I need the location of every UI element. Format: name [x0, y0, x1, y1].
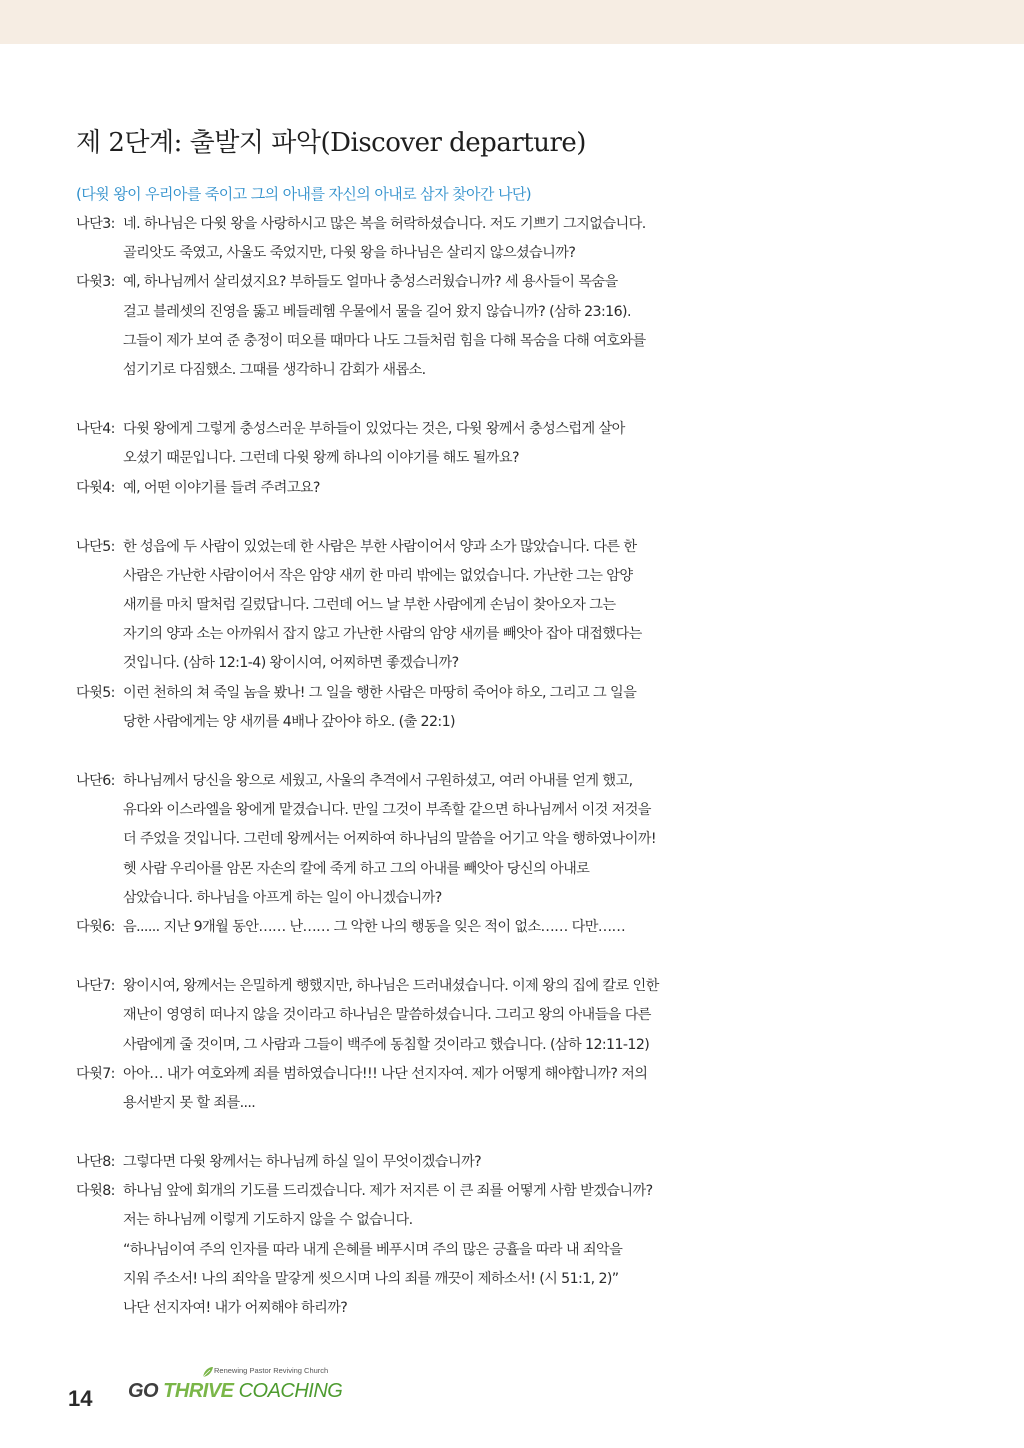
dialogue-line	[76, 474, 796, 503]
line-text: 그렇다면 다윗 왕께서는 하나님께 하실 일이 무엇이겠습니까?	[123, 1154, 482, 1171]
dialogue-line	[76, 649, 796, 678]
dialogue-line	[76, 1265, 796, 1294]
dialogue-line	[76, 1089, 796, 1118]
dialogue-line	[76, 356, 796, 385]
gothrive-coaching-logo	[128, 1366, 358, 1414]
dialogue-line	[76, 591, 796, 620]
line-text: 그들이 제가 보여 준 충정이 떠오를 때마다 나도 그들처럼 힘을 다해 목숨을 다해 여호와를	[123, 332, 646, 349]
dialogue-section	[76, 972, 796, 1118]
dialogue-line	[76, 679, 796, 708]
dialogue-line	[76, 1148, 796, 1177]
page-number: 14	[68, 1386, 93, 1411]
line-text: 삼았습니다. 하나님을 아프게 하는 일이 아니겠습니까?	[123, 889, 442, 906]
line-text: 지워 주소서! 나의 죄악을 말갛게 씻으시며 나의 죄를 깨끗이 제하소서! (시 51:1, 2)”	[123, 1270, 619, 1287]
line-text: 오셨기 때문입니다. 그런데 다윗 왕께 하나의 이야기를 해도 될까요?	[123, 450, 519, 467]
dialogue-line	[76, 796, 796, 825]
line-text: 나단 선지자여! 내가 어찌해야 하리까?	[123, 1300, 348, 1316]
dialogue-line	[76, 533, 796, 562]
line-text: 자기의 양과 소는 아까워서 잡지 않고 가난한 사람의 암양 새끼를 빼앗아 잡아 대접했다는	[123, 626, 642, 643]
dialogue-line	[76, 1001, 796, 1030]
line-text: 재난이 영영히 떠나지 않을 것이라고 하나님은 말씀하셨습니다. 그리고 왕의 아내들을 다른	[123, 1007, 651, 1024]
dialogue-line	[76, 1177, 796, 1206]
dialogue-line	[76, 1031, 796, 1060]
line-text: 하나님께서 당신을 왕으로 세웠고, 사울의 추격에서 구원하셨고, 여러 아내를 얻게 했고,	[123, 773, 633, 789]
line-text: “하나님이여 주의 인자를 따라 내게 은혜를 베푸시며 주의 많은 긍휼을 따라 내 죄악을	[123, 1241, 623, 1258]
dialogue-line	[76, 767, 796, 796]
dialogue-line	[76, 327, 796, 356]
line-text: 골리앗도 죽였고, 사울도 죽었지만, 다윗 왕을 하나님은 살리지 않으셨습니까?	[123, 245, 576, 262]
line-text: 아아… 내가 여호와께 죄를 범하였습니다!!! 나단 선지자여. 제가 어떻게 해야합니까? 저의	[123, 1065, 648, 1082]
speaker-label: 다윗5:	[76, 684, 115, 701]
logo-word-go: GO	[128, 1380, 164, 1402]
speaker-label: 나단7:	[76, 978, 115, 995]
dialogue-line	[76, 972, 796, 1001]
dialogue-line	[76, 1060, 796, 1089]
line-text: 한 성읍에 두 사람이 있었는데 한 사람은 부한 사람이어서 양과 소가 많았습니다. 다른 한	[123, 538, 637, 555]
dialogue-line	[76, 239, 796, 268]
scene-description: (다윗 왕이 우리아를 죽이고 그의 아내를 자신의 아내로 삼자 찾아간 나단)	[76, 185, 531, 203]
dialogue-line	[76, 620, 796, 649]
line-text: 다윗 왕에게 그렇게 충성스러운 부하들이 있었다는 것은, 다윗 왕께서 충성스럽게 살아	[123, 421, 625, 438]
speaker-label: 나단4:	[76, 421, 115, 438]
line-text: 예, 하나님께서 살리셨지요? 부하들도 얼마나 충성스러웠습니까? 세 용사들이 목숨을	[123, 274, 618, 291]
dialogue-line	[76, 210, 796, 239]
dialogue-line	[76, 1206, 796, 1235]
speaker-label: 나단3:	[76, 216, 115, 232]
dialogue-line	[76, 298, 796, 327]
dialogue-section	[76, 533, 796, 737]
dialogue-line	[76, 708, 796, 737]
line-text: 왕이시여, 왕께서는 은밀하게 행했지만, 하나님은 드러내셨습니다. 이제 왕의 집에 칼로 인한	[123, 978, 659, 995]
dialogue-line	[76, 268, 796, 297]
line-text: 저는 하나님께 이렇게 기도하지 않을 수 없습니다.	[123, 1212, 413, 1229]
line-text: 더 주었을 것입니다. 그런데 왕께서는 어찌하여 하나님의 말씀을 어기고 악을 행하였나이까!	[123, 831, 656, 848]
dialogue-line	[76, 1236, 796, 1265]
logo-tagline: Renewing Pastor Reviving Church	[214, 1366, 329, 1375]
line-text: 헷 사람 우리아를 암몬 자손의 칼에 죽게 하고 그의 아내를 빼앗아 당신의 아내로	[123, 860, 590, 877]
line-text: 걸고 블레셋의 진영을 뚫고 베들레헴 우물에서 물을 길어 왔지 않습니까? (삼하 23:16).	[123, 303, 631, 320]
top-decorative-band	[0, 0, 1024, 44]
speaker-label: 다윗7:	[76, 1065, 115, 1082]
dialogue-line	[76, 855, 796, 884]
line-text: 사람은 가난한 사람이어서 작은 암양 새끼 한 마리 밖에는 없었습니다. 가난한 그는 암양	[123, 567, 633, 584]
speaker-label: 다윗8:	[76, 1183, 115, 1200]
line-text: 것입니다. (삼하 12:1-4) 왕이시여, 어찌하면 좋겠습니까?	[123, 655, 459, 672]
dialogue-line	[76, 415, 796, 444]
line-text: 새끼를 마치 딸처럼 길렀답니다. 그런데 어느 날 부한 사람에게 손님이 찾아오자 그는	[123, 597, 616, 614]
speaker-label: 다윗6:	[76, 918, 115, 935]
dialogue-section	[76, 1148, 796, 1323]
logo-word-thrive: THRIVE	[163, 1380, 239, 1402]
line-text: 섬기기로 다짐했소. 그때를 생각하니 감회가 새롭소.	[123, 361, 426, 378]
line-text: 사람에게 줄 것이며, 그 사람과 그들이 백주에 동침할 것이라고 했습니다. (삼하 12:11-12)	[123, 1036, 650, 1053]
logo-word-coaching: COACHING	[238, 1380, 343, 1402]
line-text: 하나님 앞에 회개의 기도를 드리겠습니다. 제가 저지른 이 큰 죄를 어떻게 사함 받겠습니까?	[123, 1183, 653, 1200]
speaker-label: 나단5:	[76, 538, 115, 555]
dialogue-body	[76, 210, 796, 1353]
line-text: 예, 어떤 이야기를 들려 주려고요?	[123, 479, 320, 496]
dialogue-line	[76, 1294, 796, 1323]
line-text: 음...... 지난 9개월 동안…… 난…… 그 악한 나의 행동을 잊은 적이 없소…… 다만……	[123, 918, 626, 935]
dialogue-line	[76, 913, 796, 942]
dialogue-line	[76, 825, 796, 854]
dialogue-section	[76, 210, 796, 385]
line-text: 네. 하나님은 다윗 왕을 사랑하시고 많은 복을 허락하셨습니다. 저도 기쁘기 그지없습니다.	[123, 216, 646, 232]
dialogue-line	[76, 884, 796, 913]
leaf-icon	[202, 1366, 214, 1378]
dialogue-section	[76, 415, 796, 503]
dialogue-line	[76, 562, 796, 591]
page-heading: 제 2단계: 출발지 파악(Discover departure)	[76, 128, 586, 158]
line-text: 용서받지 못 할 죄를....	[123, 1094, 256, 1111]
speaker-label: 나단8:	[76, 1154, 115, 1171]
line-text: 유다와 이스라엘을 왕에게 맡겼습니다. 만일 그것이 부족할 같으면 하나님께서 이것 저것을	[123, 802, 651, 819]
dialogue-line	[76, 444, 796, 473]
line-text: 이런 천하의 쳐 죽일 놈을 봤나! 그 일을 행한 사람은 마땅히 죽어야 하오, 그리고 그 일을	[123, 684, 637, 701]
speaker-label: 다윗3:	[76, 274, 115, 291]
line-text: 당한 사람에게는 양 새끼를 4배나 갚아야 하오. (출 22:1)	[123, 713, 455, 730]
dialogue-section	[76, 767, 796, 942]
speaker-label: 나단6:	[76, 773, 115, 789]
logo-wordmark	[128, 1380, 342, 1403]
speaker-label: 다윗4:	[76, 479, 115, 496]
